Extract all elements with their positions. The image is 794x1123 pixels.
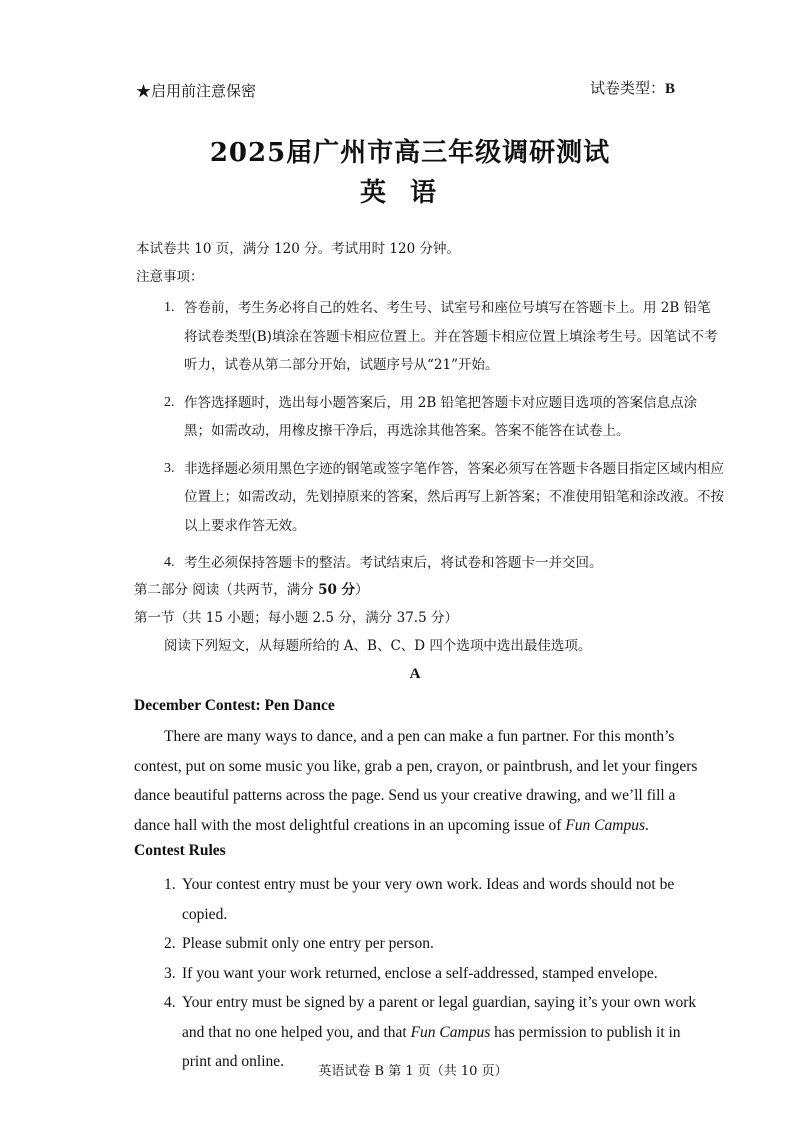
rule-text: If you want your work returned, enclose a self-addressed, stamped envelope. <box>182 964 658 982</box>
note-item <box>164 549 724 578</box>
part-two-heading <box>134 580 369 600</box>
passage-letter: A <box>409 666 421 682</box>
paragraph-end: . <box>645 816 649 834</box>
rule-item <box>164 929 709 959</box>
note-item <box>164 294 724 380</box>
rule-text: Please submit only one entry per person. <box>182 935 434 952</box>
part-two-prefix: 第二部分 阅读（共两节，满分 <box>134 582 319 598</box>
exam-intro: 本试卷共 10 页，满分 120 分。考试用时 120 分钟。 <box>136 241 460 257</box>
paper-type <box>590 77 675 98</box>
notes-list <box>164 294 724 587</box>
section-one-heading: 第一节（共 15 小题；每小题 2.5 分，满分 37.5 分） <box>134 610 458 626</box>
note-number: 2. <box>164 394 175 410</box>
paper-type-value: B <box>665 81 676 97</box>
rule-text: Your contest entry must be your very own work. Ideas and words should not be copied. <box>182 876 675 923</box>
passage-title: December Contest: Pen Dance <box>134 697 335 714</box>
part-two-suffix: ） <box>355 582 369 598</box>
note-text: 作答选择题时，选出每小题答案后，用 2B 铅笔把答题卡对应题目选项的答案信息点涂黑；如需改动，用橡皮擦干净后，再选涂其他答案。答案不能答在试卷上。 <box>184 394 698 439</box>
rules-list <box>164 870 709 1077</box>
note-text: 非选择题必须用黑色字迹的钢笔或签字笔作答，答案必须写在答题卡各题目指定区域内相应位置上；如需改动，先划掉原来的答案，然后再写上新答案；不准使用铅笔和涂改液。不按以上要求作答无效。 <box>184 460 724 534</box>
paragraph-text: There are many ways to dance, and a pen can make a fun partner. For this month’s contest, put on some music you like, grab a pen, crayon, or paintbrush, and let your fingers dance beautiful patterns across the page. Send us your creative drawing, and we’ll fill a dance hall with the most delightful creations in an upcoming issue of <box>134 728 698 834</box>
notice-title: 注意事项： <box>136 269 204 285</box>
confidential-notice: ★启用前注意保密 <box>136 82 257 100</box>
rules-title: Contest Rules <box>134 842 226 859</box>
page-footer: 英语试卷 B 第 1 页（共 10 页） <box>318 1064 508 1079</box>
paper-type-label: 试卷类型： <box>590 79 666 97</box>
rule-number: 1. <box>164 876 176 893</box>
exam-title: 2025届广州市高三年级调研测试 <box>209 138 611 168</box>
rule-number: 3. <box>164 964 176 982</box>
rule-number: 2. <box>164 935 176 952</box>
note-number: 4. <box>164 555 175 570</box>
part-two-score: 50 分 <box>318 582 356 598</box>
note-number: 3. <box>164 460 175 476</box>
note-item <box>164 455 724 541</box>
note-item <box>164 389 724 446</box>
rule-four-after: has permission to publish it in print and online. <box>182 1023 681 1070</box>
rule-four-before: Your entry must be signed by a parent or legal guardian, saying it’s your own work and that no one helped you, and that <box>182 994 697 1041</box>
rule-item <box>164 870 709 929</box>
rule-number: 4. <box>164 994 176 1011</box>
passage-paragraph <box>134 722 706 840</box>
exam-subject: 英语 <box>359 178 460 208</box>
reading-instruction: 阅读下列短文，从每题所给的 A、B、C、D 四个选项中选出最佳选项。 <box>164 638 592 654</box>
note-text: 考生必须保持答题卡的整洁。考试结束后，将试卷和答题卡一并交回。 <box>184 555 603 571</box>
magazine-name: Fun Campus <box>410 1023 491 1041</box>
magazine-name: Fun Campus <box>565 816 645 834</box>
note-text: 答卷前，考生务必将自己的姓名、考生号、试室号和座位号填写在答题卡上。用 2B 铅笔将试卷类型(B)填涂在答题卡相应位置上。并在答题卡相应位置上填涂考生号。因笔试不考听力，试卷从第二部分开始，试题序号从“21”开始。 <box>184 300 718 373</box>
rule-item <box>164 959 709 989</box>
note-number: 1. <box>164 300 175 315</box>
